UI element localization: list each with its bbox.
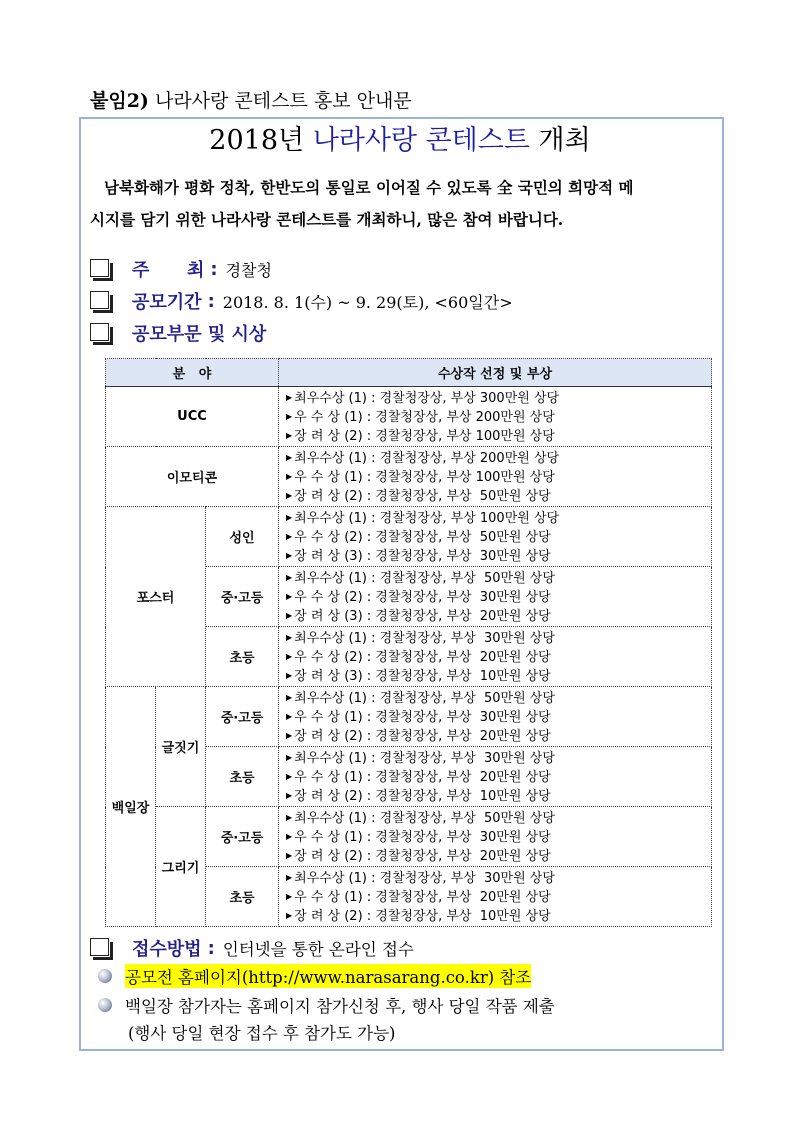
subcategory-cell: 초등 (206, 627, 279, 687)
award-line: ▶ 최우수상 (1) : 경찰청장상, 부상 300만원 상당 (286, 391, 560, 406)
awards-cell (279, 807, 712, 867)
triangle-bullet-icon: ▶ (286, 892, 293, 901)
submission-separator: : (207, 937, 215, 959)
page-title (0, 118, 800, 157)
header-category: 분 야 (106, 359, 279, 387)
period-value: 2018. 8. 1(수) ~ 9. 29(토), <60일간> (222, 292, 513, 312)
triangle-bullet-icon: ▶ (286, 412, 293, 421)
award-line: ▶ 최우수상 (1) : 경찰청장상, 부상 100만원 상당 (286, 511, 560, 526)
submission-item (90, 935, 414, 961)
prize-table (105, 358, 712, 927)
award-line: ▶ 장 려 상 (2) : 경찰청장상, 부상 100만원 상당 (286, 429, 555, 444)
triangle-bullet-icon: ▶ (286, 472, 293, 481)
header-awards: 수상작 선정 및 부상 (279, 359, 712, 387)
award-line: ▶ 우 수 상 (1) : 경찰청장상, 부상 200만원 상당 (286, 410, 555, 425)
title-tail: 개최 (538, 125, 591, 156)
award-line: ▶ 우 수 상 (2) : 경찰청장상, 부상 20만원 상당 (286, 650, 551, 665)
awards-cell (279, 447, 712, 507)
categories-label: 공모부문 및 시상 (132, 324, 267, 345)
award-line: ▶ 우 수 상 (1) : 경찰청장상, 부상 30만원 상당 (286, 830, 551, 845)
awards-cell (279, 747, 712, 807)
triangle-bullet-icon: ▶ (286, 731, 293, 740)
subcategory-cell: 초등 (206, 747, 279, 807)
award-line: ▶ 장 려 상 (2) : 경찰청장상, 부상 20만원 상당 (286, 729, 551, 744)
award-line: ▶ 우 수 상 (2) : 경찰청장상, 부상 30만원 상당 (286, 590, 551, 605)
subcategory-cell: 그리기 (156, 807, 206, 927)
checkbox-square-icon (90, 259, 112, 279)
subcategory-cell: 글짓기 (156, 687, 206, 807)
subcategory-cell: 중·고등 (206, 567, 279, 627)
triangle-bullet-icon: ▶ (286, 652, 293, 661)
host-value: 경찰청 (225, 260, 272, 280)
categories-heading (90, 320, 266, 346)
checkbox-square-icon (90, 938, 112, 958)
period-item (90, 288, 513, 314)
bullet-ball-icon (98, 998, 112, 1012)
triangle-bullet-icon: ▶ (286, 832, 293, 841)
bullet-ball-icon (98, 969, 112, 983)
award-line: ▶ 최우수상 (1) : 경찰청장상, 부상 30만원 상당 (286, 751, 555, 766)
host-item (90, 256, 272, 282)
triangle-bullet-icon: ▶ (286, 791, 293, 800)
triangle-bullet-icon: ▶ (286, 671, 293, 680)
table-row (106, 447, 712, 507)
triangle-bullet-icon: ▶ (286, 753, 293, 762)
subcategory-cell: 성인 (206, 507, 279, 567)
triangle-bullet-icon: ▶ (286, 633, 293, 642)
triangle-bullet-icon: ▶ (286, 551, 293, 560)
table-row (106, 387, 712, 447)
triangle-bullet-icon: ▶ (286, 573, 293, 582)
homepage-bullet (98, 964, 531, 988)
awards-cell (279, 387, 712, 447)
award-line: ▶ 최우수상 (1) : 경찰청장상, 부상 30만원 상당 (286, 871, 555, 886)
award-line: ▶ 최우수상 (1) : 경찰청장상, 부상 50만원 상당 (286, 571, 555, 586)
award-line: ▶ 장 려 상 (2) : 경찰청장상, 부상 10만원 상당 (286, 909, 551, 924)
award-line: ▶ 장 려 상 (2) : 경찰청장상, 부상 20만원 상당 (286, 849, 551, 864)
triangle-bullet-icon: ▶ (286, 453, 293, 462)
checkbox-square-icon (90, 291, 112, 311)
table-row (106, 807, 712, 867)
award-line: ▶ 최우수상 (1) : 경찰청장상, 부상 200만원 상당 (286, 451, 560, 466)
triangle-bullet-icon: ▶ (286, 873, 293, 882)
triangle-bullet-icon: ▶ (286, 513, 293, 522)
intro-paragraph (90, 172, 720, 236)
triangle-bullet-icon: ▶ (286, 491, 293, 500)
triangle-bullet-icon: ▶ (286, 532, 293, 541)
triangle-bullet-icon: ▶ (286, 911, 293, 920)
category-cell: 이모티콘 (106, 447, 279, 507)
triangle-bullet-icon: ▶ (286, 772, 293, 781)
homepage-link[interactable]: 공모전 홈페이지(http://www.narasarang.co.kr) 참조 (125, 964, 531, 988)
triangle-bullet-icon: ▶ (286, 431, 293, 440)
awards-cell (279, 627, 712, 687)
triangle-bullet-icon: ▶ (286, 592, 293, 601)
awards-cell (279, 507, 712, 567)
triangle-bullet-icon: ▶ (286, 712, 293, 721)
award-line: ▶ 우 수 상 (1) : 경찰청장상, 부상 30만원 상당 (286, 710, 551, 725)
awards-cell (279, 567, 712, 627)
award-line: ▶ 우 수 상 (1) : 경찰청장상, 부상 20만원 상당 (286, 770, 551, 785)
triangle-bullet-icon: ▶ (286, 813, 293, 822)
awards-cell (279, 867, 712, 927)
attachment-text: 나라사랑 콘테스트 홍보 안내문 (154, 90, 412, 112)
award-line: ▶ 장 려 상 (3) : 경찰청장상, 부상 30만원 상당 (286, 549, 551, 564)
award-line: ▶ 장 려 상 (3) : 경찰청장상, 부상 10만원 상당 (286, 669, 551, 684)
baekiljang-text: 백일장 참가자는 홈페이지 참가신청 후, 행사 당일 작품 제출 (125, 997, 555, 1016)
title-year: 2018년 (209, 125, 305, 156)
intro-line-1: 남북화해가 평화 정착, 한반도의 통일로 이어질 수 있도록 全 국민의 희망적 메 (104, 178, 634, 197)
attachment-title (90, 86, 412, 113)
period-separator: : (207, 290, 215, 312)
triangle-bullet-icon: ▶ (286, 611, 293, 620)
subcategory-cell: 초등 (206, 867, 279, 927)
award-line: ▶ 최우수상 (1) : 경찰청장상, 부상 50만원 상당 (286, 811, 555, 826)
award-line: ▶ 우 수 상 (2) : 경찰청장상, 부상 50만원 상당 (286, 530, 551, 545)
subcategory-cell: 중·고등 (206, 807, 279, 867)
award-line: ▶ 최우수상 (1) : 경찰청장상, 부상 50만원 상당 (286, 691, 555, 706)
award-line: ▶ 장 려 상 (3) : 경찰청장상, 부상 20만원 상당 (286, 609, 551, 624)
submission-label: 접수방법 (132, 939, 202, 960)
table-row (106, 507, 712, 567)
category-cell: 백일장 (106, 687, 156, 927)
title-highlight: 나라사랑 콘테스트 (312, 125, 530, 156)
onsite-note: (행사 당일 현장 접수 후 참가도 가능) (128, 1024, 396, 1043)
submission-value: 인터넷을 통한 온라인 접수 (222, 940, 414, 959)
category-cell: UCC (106, 387, 279, 447)
award-line: ▶ 최우수상 (1) : 경찰청장상, 부상 30만원 상당 (286, 631, 555, 646)
awards-cell (279, 687, 712, 747)
triangle-bullet-icon: ▶ (286, 393, 293, 402)
award-line: ▶ 우 수 상 (1) : 경찰청장상, 부상 20만원 상당 (286, 890, 551, 905)
attachment-label: 붙임2) (90, 90, 149, 112)
triangle-bullet-icon: ▶ (286, 693, 293, 702)
triangle-bullet-icon: ▶ (286, 851, 293, 860)
category-cell: 포스터 (106, 507, 206, 687)
table-header-row (106, 359, 712, 387)
checkbox-square-icon (90, 323, 112, 343)
award-line: ▶ 장 려 상 (2) : 경찰청장상, 부상 50만원 상당 (286, 489, 551, 504)
award-line: ▶ 장 려 상 (2) : 경찰청장상, 부상 10만원 상당 (286, 789, 551, 804)
host-label: 주 최 (132, 260, 205, 281)
award-line: ▶ 우 수 상 (1) : 경찰청장상, 부상 100만원 상당 (286, 470, 555, 485)
baekiljang-bullet (98, 993, 555, 1017)
subcategory-cell: 중·고등 (206, 687, 279, 747)
table-row (106, 687, 712, 747)
intro-line-2: 시지를 담기 위한 나라사랑 콘테스트를 개최하니, 많은 참여 바랍니다. (90, 210, 564, 229)
host-separator: : (210, 258, 218, 280)
period-label: 공모기간 (132, 292, 202, 313)
